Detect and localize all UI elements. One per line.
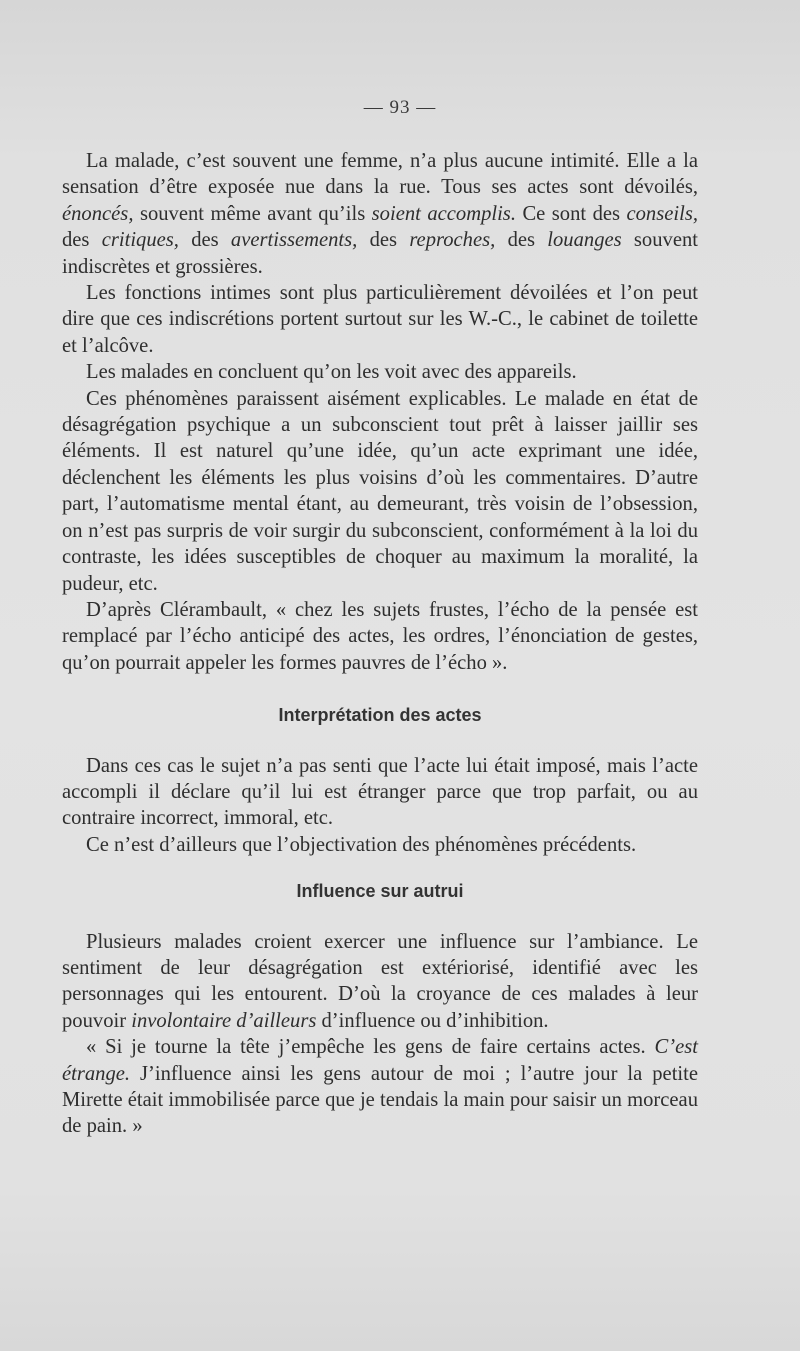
p8-italic-involontaire: involontaire d’ailleurs <box>131 1009 317 1032</box>
p1-text-o: souvent indiscrètes et grossières. <box>62 229 698 278</box>
p1-text-k: des <box>357 229 410 252</box>
p9-italic-etrange: C’est étrange. <box>62 1036 698 1085</box>
paragraph-7: Ce n’est d’ailleurs que l’objectivation des phénomènes précédents. <box>86 833 637 856</box>
paragraph-3: Les malades en concluent qu’on les voit avec des appareils. <box>86 361 577 384</box>
p1-text-e: Ce sont des <box>515 202 627 225</box>
p1-italic-reproches: reproches, <box>409 229 496 252</box>
section-heading-influence: Influence sur autrui <box>296 881 464 902</box>
paragraph-8 <box>62 929 698 1035</box>
p1-italic-enonces: énoncés, <box>62 202 134 225</box>
p1-italic-avertissements: avertissements, <box>230 229 358 252</box>
p9-text-c: J’influence ainsi les gens autour de moi ; l’autre jour la petite Mirette était immobilisée parce que je tendais la main pour saisir un morceau de pain. » <box>62 1062 698 1138</box>
paragraph-6: Dans ces cas le sujet n’a pas senti que l’acte lui était imposé, mais l’acte accompli il déclare qu’il lui est étranger parce que trop parfait, ou au contraire incorrect, immoral, etc. <box>62 754 698 830</box>
paragraph-9 <box>62 1034 698 1140</box>
p8-text-a: Plusieurs malades croient exercer une influence sur l’ambiance. Le sentiment de leur désagrégation est extériorisé, identifié avec les personnages qui les entourent. D’où la croyance de ces malades à leur pouvoir <box>62 930 698 1032</box>
paragraph-4: Ces phénomènes paraissent aisément explicables. Le malade en état de désagrégation psychique a un subconscient tout prêt à laisser jaillir ses éléments. Il est naturel qu’une idée, qu’un acte exprimant une idée, déclenchent les éléments les plus voisins d’où les commentaires. D’autre part, l’automatisme mental étant, au demeurant, très voisin de l’obsession, on n’est pas surpris de voir surgir du subconscient, conformément à la loi du contraste, les idées susceptibles de choquer au maximum la moralité, la pudeur, etc. <box>62 387 698 595</box>
p1-text-a: La malade, c’est souvent une femme, n’a plus aucune intimité. Elle a la sensation d’être exposée nue dans la rue. Tous ses actes sont dévoilés, <box>62 150 698 199</box>
section-heading-interpretation: Interprétation des actes <box>278 705 482 726</box>
p1-text-c: souvent même avant qu’ils <box>133 202 372 225</box>
paragraph-5: D’après Clérambault, « chez les sujets frustes, l’écho de la pensée est remplacé par l’écho anticipé des actes, les ordres, l’énonciation de gestes, qu’on pourrait appeler les formes pauvres de l’écho ». <box>62 598 698 674</box>
paragraph-1 <box>62 148 698 280</box>
p8-text-c: d’influence ou d’inhibition. <box>316 1009 549 1032</box>
p1-italic-accomplis: soient accomplis. <box>371 202 516 225</box>
page-number: — 93 — <box>363 97 437 118</box>
p1-text-i: des <box>178 229 231 252</box>
paragraph-2: Les fonctions intimes sont plus particulièrement dévoilées et l’on peut dire que ces indiscrétions portent surtout sur les W.-C., le cabinet de toilette et l’alcôve. <box>62 282 698 357</box>
p1-italic-critiques: critiques, <box>101 229 179 252</box>
p1-italic-louanges: louanges <box>547 229 622 252</box>
p1-text-g: des <box>62 229 102 252</box>
p1-italic-conseils: conseils, <box>626 202 698 225</box>
p9-text-a: « Si je tourne la tête j’empêche les gens de faire certains actes. <box>86 1036 655 1059</box>
text-body <box>62 148 698 1140</box>
p1-text-m: des <box>495 229 548 252</box>
